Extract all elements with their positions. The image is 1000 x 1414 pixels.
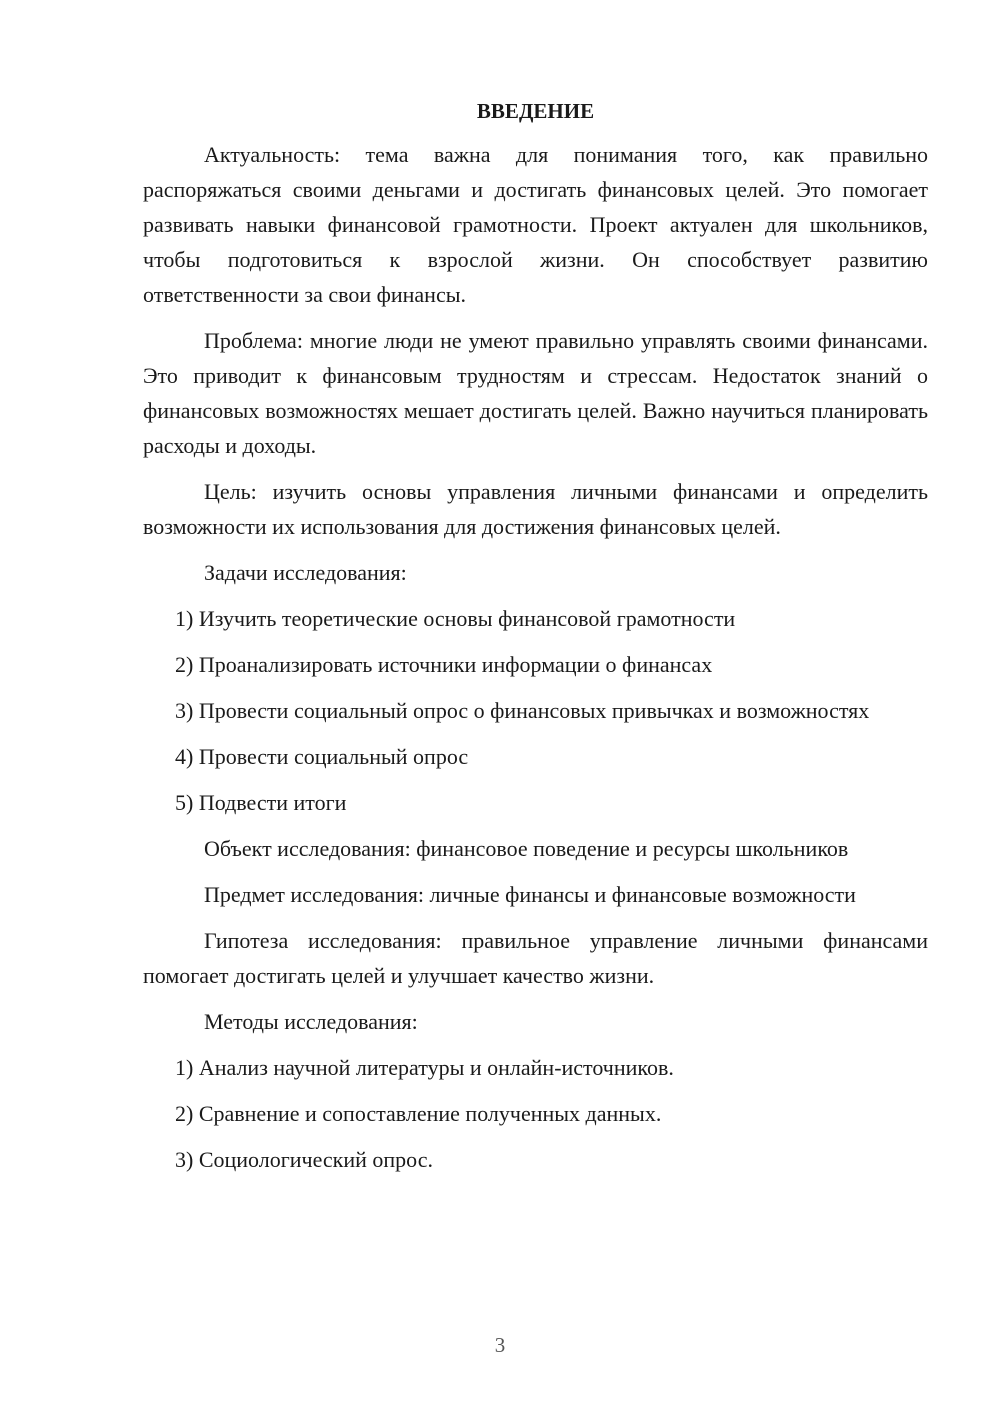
relevance-paragraph: Актуальность: тема важна для понимания того, как правильно распоряжаться своими деньгами и достигать финансовых целей. Это помогает развивать навыки финансовой грамотности. Проект актуален для школьников, чтобы подготовиться к взрослой жизни. Он способствует развитию ответственности за свои финансы. bbox=[143, 142, 928, 307]
problem-paragraph: Проблема: многие люди не умеют правильно управлять своими финансами. Это приводит к финансовым трудностям и стрессам. Недостаток знаний о финансовых возможностях мешает достигать целей. Важно научиться планировать расходы и доходы. bbox=[143, 328, 928, 458]
task-item-2: 2) Проанализировать источники информации о финансах bbox=[175, 652, 713, 677]
task-item-1: 1) Изучить теоретические основы финансовой грамотности bbox=[175, 606, 736, 631]
goal-paragraph: Цель: изучить основы управления личными финансами и определить возможности их использования для достижения финансовых целей. bbox=[143, 479, 928, 539]
method-item-1: 1) Анализ научной литературы и онлайн-источников. bbox=[175, 1055, 674, 1080]
document-page bbox=[143, 96, 928, 1188]
tasks-heading: Задачи исследования: bbox=[204, 560, 407, 585]
task-item-3: 3) Провести социальный опрос о финансовых привычках и возможностях bbox=[175, 698, 870, 723]
task-item-4: 4) Провести социальный опрос bbox=[175, 744, 469, 769]
methods-heading: Методы исследования: bbox=[204, 1009, 418, 1034]
method-item-2: 2) Сравнение и сопоставление полученных данных. bbox=[175, 1101, 662, 1126]
method-item-3: 3) Социологический опрос. bbox=[175, 1147, 433, 1172]
page-number: 3 bbox=[494, 1333, 506, 1357]
page-title: ВВЕДЕНИЕ bbox=[476, 99, 595, 123]
task-item-5: 5) Подвести итоги bbox=[175, 790, 347, 815]
research-object-paragraph: Объект исследования: финансовое поведение и ресурсы школьников bbox=[204, 836, 849, 861]
research-subject-paragraph: Предмет исследования: личные финансы и финансовые возможности bbox=[204, 882, 856, 907]
research-hypothesis-paragraph: Гипотеза исследования: правильное управление личными финансами помогает достигать целей и улучшает качество жизни. bbox=[143, 928, 928, 988]
